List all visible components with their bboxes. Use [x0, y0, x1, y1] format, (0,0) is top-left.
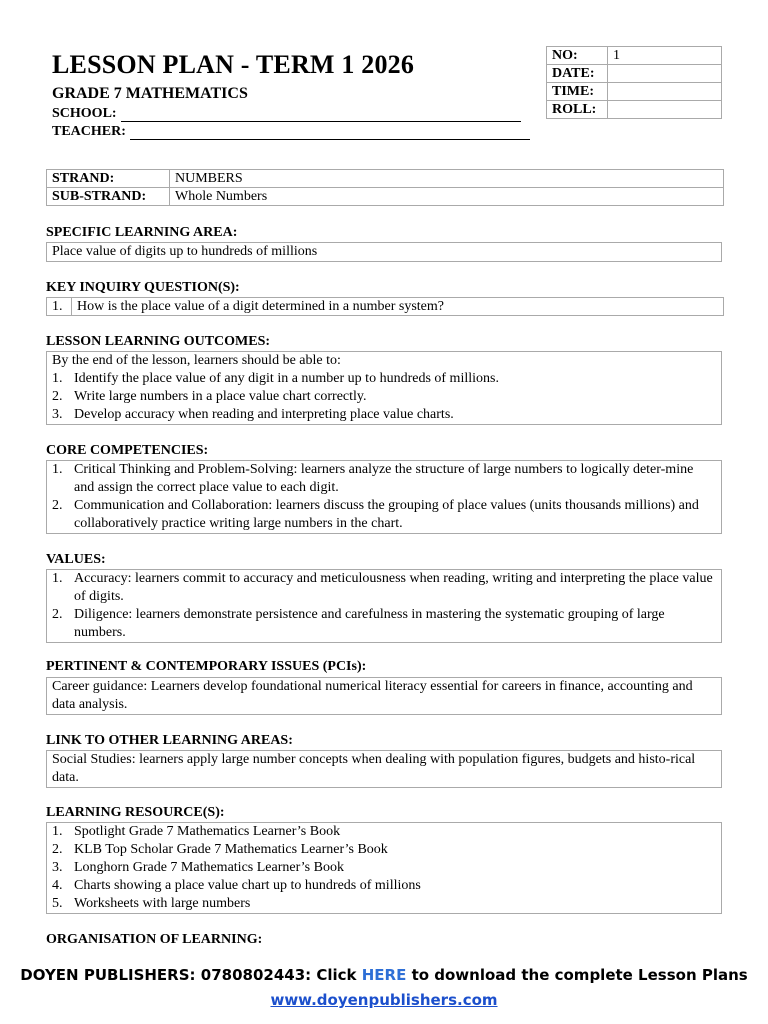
item-number: 3. — [52, 860, 63, 875]
strand-table — [46, 169, 724, 206]
pcis-box — [46, 677, 722, 715]
kiq-text: How is the place value of a digit determined in a number system? — [72, 298, 724, 316]
item-text: Communication and Collaboration: learners discuss the grouping of place values (units thousands millions) and collaboratively practice writing large numbers in the chart. — [74, 498, 699, 531]
school-label: SCHOOL: — [52, 106, 117, 121]
item-number: 4. — [52, 878, 63, 893]
teacher-label: TEACHER: — [52, 124, 126, 139]
sub-strand-value: Whole Numbers — [170, 188, 724, 206]
item-number: 1. — [52, 371, 63, 386]
item-text: Longhorn Grade 7 Mathematics Learner’s Book — [74, 860, 344, 875]
teacher-line[interactable] — [130, 127, 530, 140]
item-text: Spotlight Grade 7 Mathematics Learner’s Book — [74, 824, 341, 839]
item-number: 5. — [52, 896, 63, 911]
banner-suffix: to download the complete Lesson Plans — [406, 966, 748, 984]
outcomes-heading: LESSON LEARNING OUTCOMES: — [46, 334, 271, 349]
teacher-row — [52, 124, 530, 140]
school-line[interactable] — [121, 109, 521, 122]
list-item — [52, 895, 716, 913]
website-link[interactable]: www.doyenpublishers.com — [270, 991, 498, 1009]
item-number: 2. — [52, 389, 63, 404]
meta-value[interactable] — [608, 65, 722, 83]
specific-text: Place value of digits up to hundreds of millions — [52, 244, 318, 259]
sub-strand-label: SUB-STRAND: — [47, 188, 170, 206]
school-row — [52, 106, 521, 122]
resources-heading: LEARNING RESOURCE(S): — [46, 805, 225, 820]
list-item — [52, 877, 716, 895]
outcomes-intro: By the end of the lesson, learners should be able to: — [52, 353, 341, 368]
competencies-box — [46, 460, 722, 534]
specific-heading: SPECIFIC LEARNING AREA: — [46, 225, 238, 240]
list-item — [52, 859, 716, 877]
item-text: Develop accuracy when reading and interpreting place value charts. — [74, 407, 454, 422]
item-number: 3. — [52, 407, 63, 422]
banner-prefix: DOYEN PUBLISHERS: 0780802443: Click — [20, 966, 362, 984]
values-box — [46, 569, 722, 643]
meta-value[interactable] — [608, 101, 722, 119]
item-text: Accuracy: learners commit to accuracy and meticulousness when reading, writing and interpreting the place value of digits. — [74, 571, 713, 604]
specific-box — [46, 242, 722, 262]
meta-value[interactable]: 1 — [608, 47, 722, 65]
list-item — [52, 406, 716, 424]
kiq-row — [47, 298, 724, 316]
list-item — [52, 823, 716, 841]
links-text: Social Studies: learners apply large number concepts when dealing with population figures, budgets and histo-rical data. — [52, 752, 696, 785]
meta-label: DATE: — [547, 65, 608, 83]
item-text: KLB Top Scholar Grade 7 Mathematics Learner’s Book — [74, 842, 388, 857]
meta-row-date — [547, 65, 722, 83]
outcomes-box — [46, 351, 722, 425]
meta-row-roll — [547, 101, 722, 119]
strand-label: STRAND: — [47, 170, 170, 188]
item-text: Worksheets with large numbers — [74, 896, 251, 911]
list-item — [52, 388, 716, 406]
download-here-link[interactable]: HERE — [361, 966, 407, 984]
links-heading: LINK TO OTHER LEARNING AREAS: — [46, 733, 293, 748]
item-number: 1. — [52, 462, 63, 477]
outcomes-list — [52, 370, 716, 424]
kiq-heading: KEY INQUIRY QUESTION(S): — [46, 280, 240, 295]
page-title: LESSON PLAN - TERM 1 2026 — [52, 50, 415, 79]
list-item — [52, 461, 716, 497]
publisher-banner — [0, 966, 768, 984]
strand-value: NUMBERS — [170, 170, 724, 188]
meta-row-no — [547, 47, 722, 65]
item-text: Critical Thinking and Problem-Solving: learners analyze the structure of large numbers to logically deter-mine and assign the correct place value to each digit. — [74, 462, 694, 495]
item-number: 2. — [52, 498, 63, 513]
item-text: Identify the place value of any digit in a number up to hundreds of millions. — [74, 371, 499, 386]
item-text: Charts showing a place value chart up to hundreds of millions — [74, 878, 421, 893]
lesson-meta-table — [546, 46, 722, 119]
list-item — [52, 497, 716, 533]
resources-box — [46, 822, 722, 914]
item-text: Diligence: learners demonstrate persistence and carefulness in mastering the systematic grouping of large numbers. — [74, 607, 665, 640]
values-list — [52, 570, 716, 642]
list-item — [52, 370, 716, 388]
kiq-table — [46, 297, 724, 316]
meta-label: ROLL: — [547, 101, 608, 119]
item-number: 2. — [52, 607, 63, 622]
item-number: 2. — [52, 842, 63, 857]
meta-label: NO: — [547, 47, 608, 65]
pcis-text: Career guidance: Learners develop foundational numerical literacy essential for careers in finance, accounting and data analysis. — [52, 679, 693, 712]
competencies-heading: CORE COMPETENCIES: — [46, 443, 209, 458]
website-row — [0, 991, 768, 1009]
list-item — [52, 570, 716, 606]
links-box — [46, 750, 722, 788]
list-item — [52, 606, 716, 642]
resources-list — [52, 823, 716, 913]
kiq-number: 1. — [47, 298, 72, 316]
pcis-heading: PERTINENT & CONTEMPORARY ISSUES (PCIs): — [46, 659, 367, 674]
meta-value[interactable] — [608, 83, 722, 101]
values-heading: VALUES: — [46, 552, 106, 567]
meta-row-time — [547, 83, 722, 101]
item-number: 1. — [52, 571, 63, 586]
item-number: 1. — [52, 824, 63, 839]
grade-subtitle: GRADE 7 MATHEMATICS — [52, 85, 248, 102]
list-item — [52, 841, 716, 859]
sub-strand-row — [47, 188, 724, 206]
meta-label: TIME: — [547, 83, 608, 101]
organisation-heading: ORGANISATION OF LEARNING: — [46, 932, 263, 947]
item-text: Write large numbers in a place value chart correctly. — [74, 389, 367, 404]
strand-row — [47, 170, 724, 188]
competencies-list — [52, 461, 716, 533]
